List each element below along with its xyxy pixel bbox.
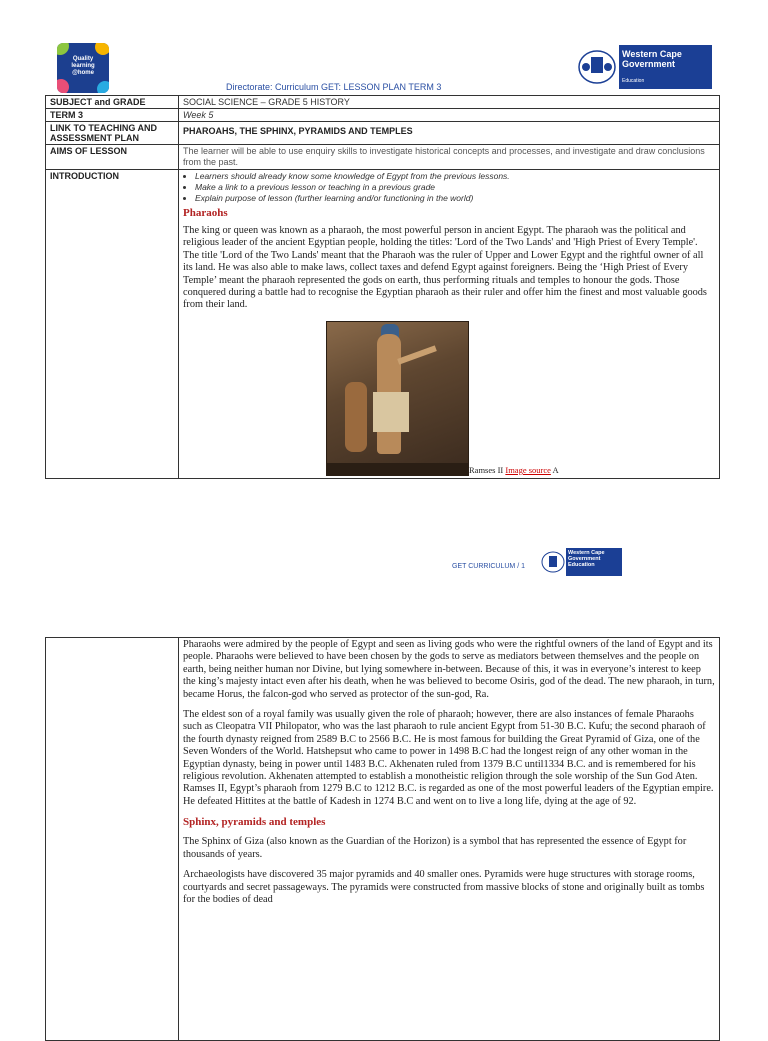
term-label: TERM 3	[46, 109, 179, 122]
wcg-name: Western Cape Government	[622, 49, 682, 69]
page2-content	[179, 638, 720, 1041]
subject-label: SUBJECT and GRADE	[46, 96, 179, 109]
intro-label: INTRODUCTION	[46, 170, 179, 479]
image-area	[183, 318, 715, 478]
directorate-title: Directorate: Curriculum GET: LESSON PLAN TERM 3	[226, 82, 442, 92]
ramses-relief-image	[326, 321, 469, 476]
crest-icon	[575, 45, 619, 89]
image-source-link[interactable]: Image source	[505, 464, 551, 475]
table-row	[46, 96, 720, 109]
table-row	[46, 109, 720, 122]
subject-value: SOCIAL SCIENCE – GRADE 5 HISTORY	[179, 96, 720, 109]
page2-paragraph-3: The Sphinx of Giza (also known as the Guardian of the Horizon) is a symbol that has represented the essence of Egypt for thousands of years.	[183, 836, 687, 860]
lesson-plan-table-continued	[45, 637, 720, 1041]
table-row	[46, 170, 720, 479]
list-item: • Make a link to a previous lesson or teaching in a previous grade	[195, 182, 715, 193]
caption-prefix: Ramses II	[469, 464, 506, 475]
quality-learning-logo	[57, 43, 109, 93]
image-caption	[469, 465, 559, 475]
intro-bullets	[183, 171, 715, 204]
page2-paragraph-1: Pharaohs were admired by the people of Egypt and seen as living gods who were the rightful owners of the land of Egypt and its people. Pharaohs were believed to have been chosen by the gods to serve as mediators between themselves and the people on earth, being neither human nor Divine, but lying somewhere in-between. Because of this, it was in everyone’s interest to keep the king’s majesty intact even after his death, when he was believed to become Osiris, god of the dead. The new pharaoh, in turn, became Horus, the falcon-god who served as protector of the sun-god, Ra.	[183, 639, 715, 700]
aims-label: AIMS OF LESSON	[46, 145, 179, 170]
link-label: LINK TO TEACHING AND ASSESSMENT PLAN	[46, 122, 179, 145]
caption-suffix: A	[550, 464, 559, 475]
list-item: • Explain purpose of lesson (further learning and/or functioning in the world)	[195, 193, 715, 204]
intro-content	[179, 170, 720, 479]
sphinx-heading: Sphinx, pyramids and temples	[183, 816, 326, 829]
aims-value: The learner will be able to use enquiry skills to investigate historical concepts and processes, and investigate and draw conclusions from the past.	[179, 145, 720, 170]
footer-label: GET CURRICULUM / 1	[452, 563, 525, 570]
empty-label-cell	[46, 638, 179, 1041]
pharaohs-heading: Pharaohs	[183, 207, 228, 219]
list-item: • Learners should already know some knowledge of Egypt from the previous lessons.	[195, 171, 715, 182]
page2-paragraph-4: Archaeologists have discovered 35 major pyramids and 40 smaller ones. Pyramids were huge structures with storage rooms, courtyards and secret passageways. The pyramids were constructed from massive blocks of stone and originally built as tombs for the bodies of dead	[183, 869, 705, 905]
table-row	[46, 145, 720, 170]
link-value: PHAROAHS, THE SPHINX, PYRAMIDS AND TEMPLES	[179, 122, 720, 145]
wcg-sub: Education	[622, 78, 645, 84]
lesson-plan-table	[45, 95, 720, 479]
logo-left-text: Quality learning @home	[71, 56, 95, 76]
footer-logo-name: Western Cape Government Education	[568, 550, 605, 568]
page2-paragraph-2: The eldest son of a royal family was usually given the role of pharaoh; however, there are also instances of female Pharaohs such as Cleopatra VII Philopator, who was the last pharaoh to rule ancient Egypt from 51-30 B.C. Kufu; the second pharaoh of the fourth dynasty reigned from 2589 B.C to 2566 B.C. He is most famous for building the Great Pyramid of Giza, one of the Seven Wonders of the World. Hatshepsut who came to power in 1498 B.C had the longest reign of any other woman in the Egyptian dynasty, being in power until 1483 B.C. Akhenaten ruled from 1379 B.C until1334 B.C. and is remembered for his religious revolution. Akhenaten attempted to establish a monotheistic religion through the sole worship of the Sun God Aten. Ramses II, Egypt’s pharaoh from 1279 B.C to 1212 B.C. is regarded as one of the most powerful leaders of the Egyptian empire. He defeated Hittites at the battle of Kadesh in 1274 B.C and went on to live a long life, dying at the age of 92.	[183, 709, 714, 807]
table-row	[46, 638, 720, 1041]
pharaohs-paragraph: The king or queen was known as a pharaoh, the most powerful person in ancient Egypt. The pharaoh was the political and religious leader of the ancient Egyptian people, holding the titles: 'Lord of the Two Lands' and 'High Priest of Every Temple'. The title 'Lord of the Two Lands' meant that the Pharaoh was the ruler of Upper and Lower Egypt and the rightful owner of all its land. He was also able to make laws, collect taxes and defend Egypt against foreigners. Being the ‘High Priest of Every Temple’ meant the pharaoh represented the gods on earth, thus performing rituals and temples to honour the gods. Those conquered during a battle had to recognise the Egyptian pharaoh as their ruler and offer him the finest and most valuable goods from their land.	[183, 225, 707, 311]
table-row	[46, 122, 720, 145]
term-value: Week 5	[179, 109, 720, 122]
footer-crest-icon	[540, 548, 566, 576]
